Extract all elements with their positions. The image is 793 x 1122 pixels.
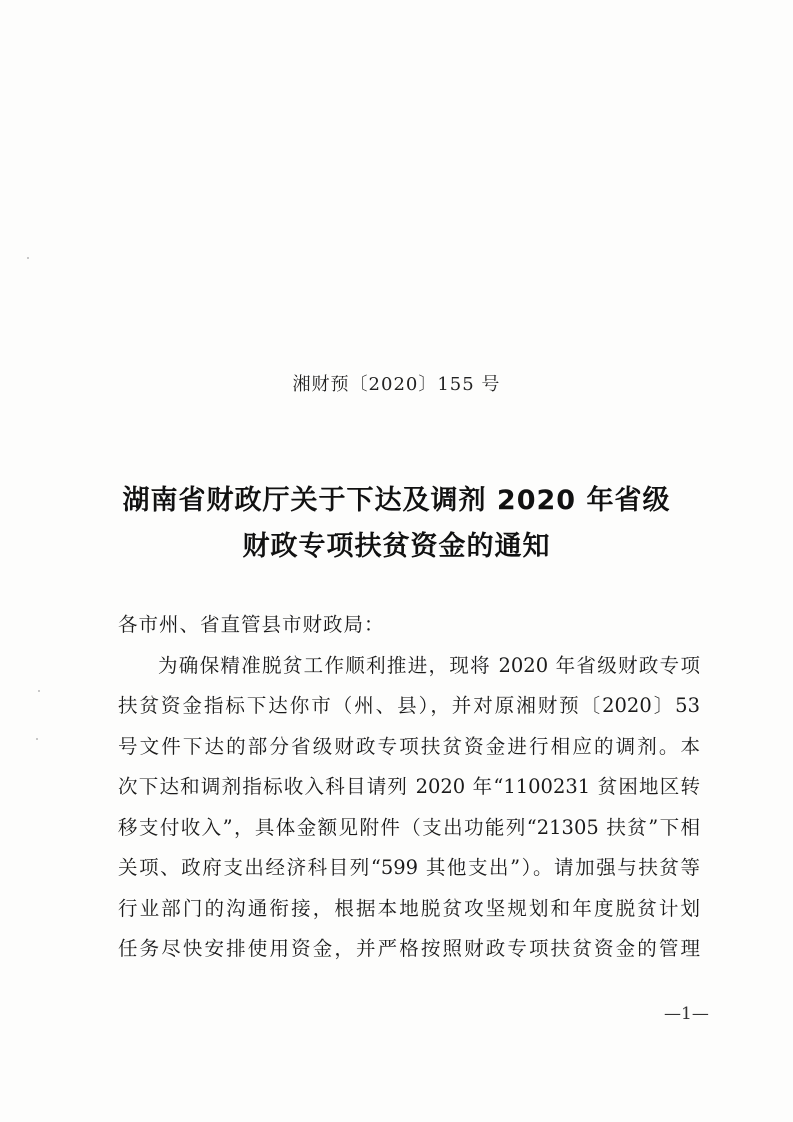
document-title xyxy=(0,478,793,570)
salutation: 各市州、省直管县市财政局： xyxy=(118,613,385,636)
document-number: 湘财预〔2020〕155 号 xyxy=(292,374,501,395)
scan-speck xyxy=(38,690,40,692)
paragraph-line: 移支付收入”，具体金额见附件（支出功能列“21305 扶贫”下相 xyxy=(118,815,700,839)
paragraph-line: 号文件下达的部分省级财政专项扶贫资金进行相应的调剂。本 xyxy=(118,734,700,758)
paragraph-line: 行业部门的沟通衔接，根据本地脱贫攻坚规划和年度脱贫计划 xyxy=(118,896,700,920)
scan-speck xyxy=(36,738,38,740)
document-body xyxy=(118,605,700,970)
page-number: —1— xyxy=(664,1004,709,1024)
paragraph-line: 扶贫资金指标下达你市（州、县），并对原湘财预〔2020〕53 xyxy=(118,694,700,717)
title-line: 湖南省财政厅关于下达及调剂 2020 年省级 xyxy=(122,485,671,516)
paragraph-line: 任务尽快安排使用资金，并严格按照财政专项扶贫资金的管理 xyxy=(118,937,700,960)
paragraph-line: 次下达和调剂指标收入科目请列 2020 年“1100231 贫困地区转 xyxy=(118,775,700,798)
paragraph-line: 关项、政府支出经济科目列“599 其他支出”）。请加强与扶贫等 xyxy=(118,856,700,879)
paragraph-line: 为确保精准脱贫工作顺利推进，现将 2020 年省级财政专项 xyxy=(158,653,700,677)
title-line: 财政专项扶贫资金的通知 xyxy=(242,531,551,562)
scan-speck xyxy=(27,257,29,259)
